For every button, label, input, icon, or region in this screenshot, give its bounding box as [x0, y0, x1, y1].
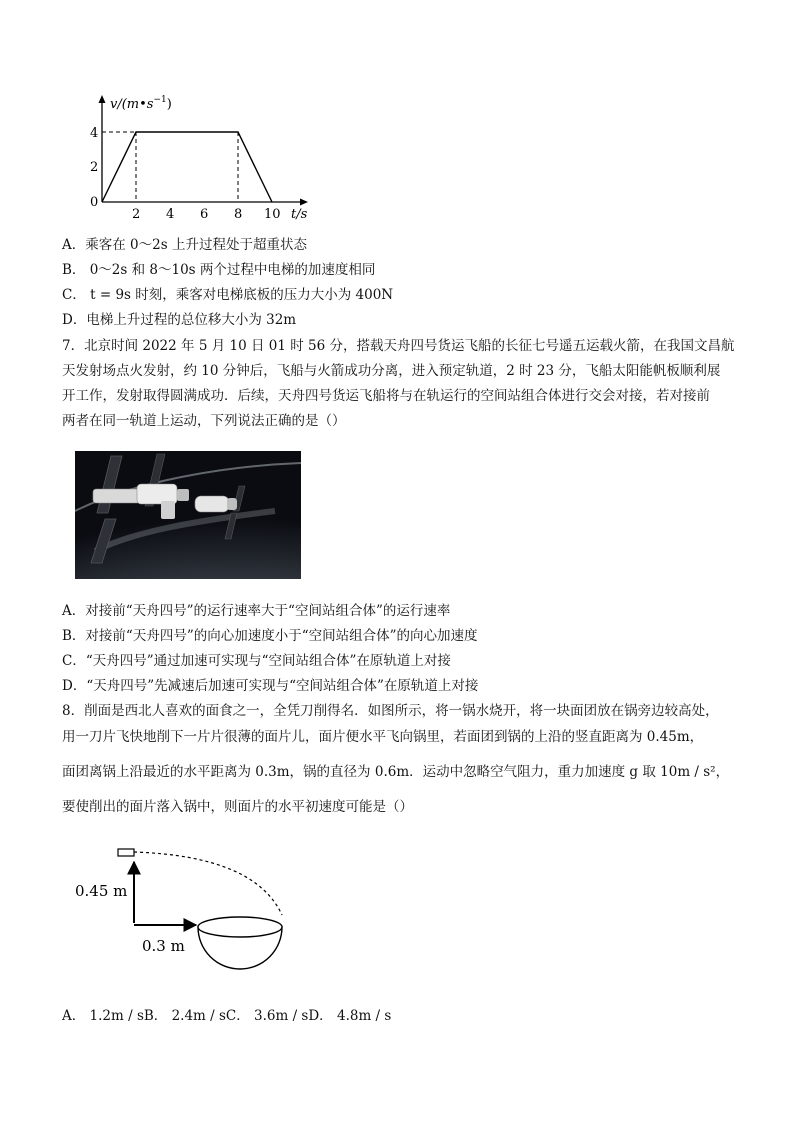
pot-rim: [198, 917, 282, 937]
y-tick-4: 4: [90, 126, 99, 141]
origin-label: 0: [90, 195, 99, 210]
trajectory-curve: [134, 852, 282, 915]
dough-block: [118, 849, 134, 856]
q7-option-c: C．“天舟四号”通过加速可实现与“空间站组合体”在原轨道上对接: [62, 653, 451, 669]
q7-option-b: B．对接前“天舟四号”的向心加速度小于“空间站组合体”的向心加速度: [62, 628, 478, 644]
q6-option-d: D．电梯上升过程的总位移大小为 32m: [62, 312, 297, 328]
noodle-pot-diagram: [70, 840, 290, 980]
q7-option-d: D．“天舟四号”先减速后加速可实现与“空间站组合体”在原轨道上对接: [62, 678, 479, 694]
x-tick-4: 4: [166, 207, 175, 222]
q7-stem-line: 开工作，发射取得圆满成功．后续，天舟四号货运飞船将与在轨运行的空间站组合体进行交会对接，若对接前: [62, 388, 710, 404]
q6-option-b: B． 0～2s 和 8～10s 两个过程中电梯的加速度相同: [62, 262, 376, 278]
q7-stem-line: 天发射场点火发射，约 10 分钟后，飞船与火箭成功分离，进入预定轨道，2 时 23 分，飞船太阳能帆板顺利展: [62, 363, 721, 379]
q8-stem-line-3: 面团离锅上沿最近的水平距离为 0.3m，锅的直径为 0.6m．运动中忽略空气阻力，重力加速度 g 取 10m / s²，: [62, 764, 730, 780]
height-label: 0.45 m: [75, 882, 128, 900]
q8-options: A． 1.2m / sB． 2.4m / sC． 3.6m / sD． 4.8m / s: [62, 1008, 392, 1024]
x-axis-arrow: [300, 199, 308, 206]
x-axis-label: t/s: [291, 207, 308, 222]
x-tick-10: 10: [264, 207, 281, 222]
distance-label: 0.3 m: [142, 937, 185, 955]
x-tick-2: 2: [132, 207, 141, 222]
y-axis-label: $v/(m•s^{-1})$: [110, 95, 172, 112]
q8-stem-line-1: 8．削面是西北人喜欢的面食之一，全凭刀削得名．如图所示，将一锅水烧开，将一块面团放在锅旁边较高处，: [62, 703, 719, 719]
q7-stem-line: 两者在同一轨道上运动，下列说法正确的是（）: [62, 413, 346, 429]
q8-stem-line-4: 要使削出的面片落入锅中，则面片的水平初速度可能是（）: [62, 799, 413, 815]
space-station-docking-photo: [75, 451, 301, 579]
q6-option-c: C． t = 9s 时刻，乘客对电梯底板的压力大小为 400N: [62, 287, 394, 303]
q7-stem: [62, 334, 734, 434]
velocity-time-graph: [80, 92, 330, 227]
q6-option-a: A．乘客在 0～2s 上升过程处于超重状态: [62, 237, 307, 253]
velocity-line: [102, 132, 272, 202]
x-tick-6: 6: [200, 207, 209, 222]
q7-option-a: A．对接前“天舟四号”的运行速率大于“空间站组合体”的运行速率: [62, 603, 451, 619]
y-axis-arrow: [99, 95, 106, 103]
q7-stem-line: 7．北京时间 2022 年 5 月 10 日 01 时 56 分，搭载天舟四号货运飞船的长征七号遥五运载火箭，在我国文昌航: [62, 338, 735, 354]
y-tick-2: 2: [90, 160, 99, 175]
x-tick-8: 8: [234, 207, 243, 222]
q8-stem-line-2: 用一刀片飞快地削下一片片很薄的面片儿，面片便水平飞向锅里，若面团到锅的上沿的竖直距离为 0.45m，: [62, 729, 704, 745]
